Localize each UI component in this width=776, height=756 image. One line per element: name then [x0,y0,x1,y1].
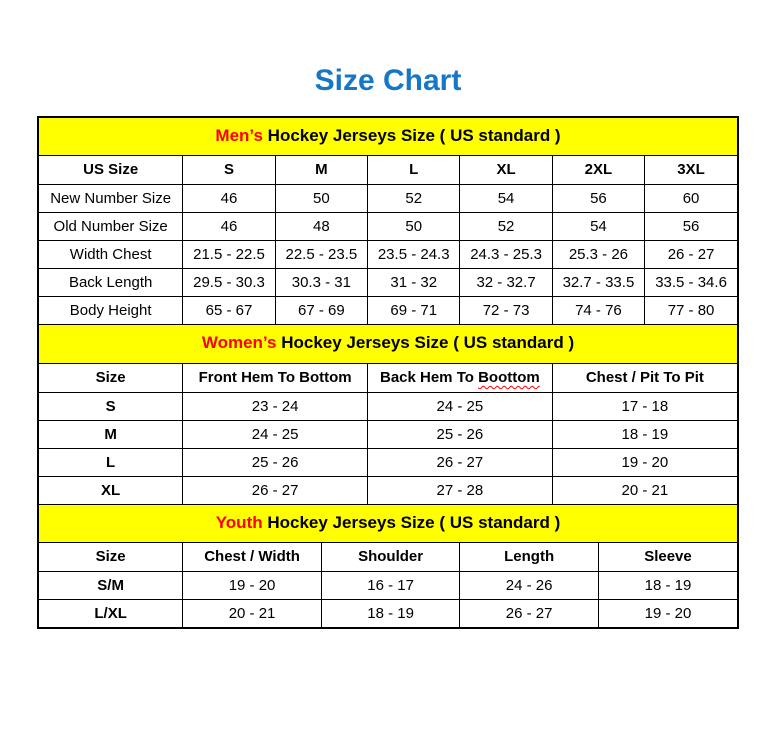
youth-column-header: Chest / Width [183,543,322,572]
mens-banner-text: Hockey Jerseys Size ( US standard ) [262,126,561,145]
mens-table-cell: 21.5 - 22.5 [183,241,275,269]
mens-table-cell: 50 [275,185,367,213]
mens-column-header: S [183,156,275,185]
mens-row-label: Width Chest [39,241,183,269]
womens-table-cell: 23 - 24 [183,392,368,420]
youth-table-cell: 24 - 26 [460,572,599,600]
misspelled-word: Boottom [478,368,540,386]
mens-column-header: 3XL [645,156,737,185]
womens-column-header: Front Hem To Bottom [183,364,368,393]
mens-table-cell: 48 [275,213,367,241]
youth-table-cell: 16 - 17 [321,572,460,600]
youth-table [39,543,737,627]
mens-table-cell: 65 - 67 [183,297,275,325]
youth-table-cell: 18 - 19 [321,600,460,628]
youth-column-header: Sleeve [598,543,737,572]
mens-table-cell: 32.7 - 33.5 [552,269,644,297]
womens-row-label: S [39,392,183,420]
womens-table [39,364,737,505]
womens-row-label: M [39,420,183,448]
womens-column-header: Chest / Pit To Pit [552,364,737,393]
mens-section [39,118,737,325]
mens-table-cell: 46 [183,213,275,241]
youth-table-row [39,600,737,628]
mens-table-cell: 54 [552,213,644,241]
mens-table-cell: 46 [183,185,275,213]
youth-table-cell: 19 - 20 [183,572,322,600]
youth-column-header: Length [460,543,599,572]
womens-table-cell: 25 - 26 [368,420,553,448]
mens-table-cell: 56 [552,185,644,213]
womens-table-cell: 25 - 26 [183,448,368,476]
mens-table-cell: 69 - 71 [368,297,460,325]
mens-table-cell: 52 [460,213,552,241]
mens-table-cell: 32 - 32.7 [460,269,552,297]
womens-table-cell: 20 - 21 [552,476,737,504]
mens-column-header: 2XL [552,156,644,185]
mens-table-cell: 26 - 27 [645,241,737,269]
youth-column-header: Size [39,543,183,572]
mens-section-banner [39,118,737,156]
youth-table-cell: 19 - 20 [644,605,692,623]
mens-banner-highlight: Men’s [215,126,263,145]
youth-table-cell: 20 - 21 [183,600,322,628]
mens-table-cell: 22.5 - 23.5 [275,241,367,269]
mens-table-cell: 24.3 - 25.3 [460,241,552,269]
womens-row-label: L [39,448,183,476]
womens-table-row [39,420,737,448]
mens-row-label: Back Length [39,269,183,297]
womens-header-row [39,364,737,393]
mens-table-row [39,213,737,241]
mens-table [39,156,737,325]
page-title: Size Chart [314,64,462,97]
youth-banner-text: Hockey Jerseys Size ( US standard ) [262,512,561,532]
mens-table-row [39,241,737,269]
youth-banner-highlight: Youth [215,512,263,532]
womens-column-header: Size [39,364,183,393]
womens-banner-text: Hockey Jerseys Size ( US standard ) [276,333,575,353]
mens-table-row [39,269,737,297]
youth-row-label: L/XL [39,600,183,628]
womens-table-cell: 17 - 18 [552,392,737,420]
womens-row-label: XL [39,476,183,504]
mens-row-label: Old Number Size [39,213,183,241]
mens-table-cell: 50 [368,213,460,241]
womens-banner-highlight: Women’s [201,333,277,353]
womens-table-cell: 24 - 25 [368,392,553,420]
mens-table-row [39,297,737,325]
mens-row-label: New Number Size [39,185,183,213]
womens-table-cell: 19 - 20 [552,448,737,476]
mens-table-cell: 52 [368,185,460,213]
mens-table-cell: 25.3 - 26 [552,241,644,269]
youth-row-label: S/M [39,572,183,600]
womens-column-header: Back Hem To Boottom [368,364,553,393]
size-chart [37,116,739,629]
youth-table-row [39,572,737,600]
mens-table-cell: 54 [460,185,552,213]
mens-column-header: XL [460,156,552,185]
mens-column-header: L [368,156,460,185]
mens-table-cell: 31 - 32 [368,269,460,297]
mens-table-cell: 56 [645,213,737,241]
youth-header-row [39,543,737,572]
mens-table-cell: 60 [645,185,737,213]
womens-table-cell: 24 - 25 [183,420,368,448]
mens-table-cell: 67 - 69 [275,297,367,325]
womens-table-row [39,448,737,476]
youth-section [39,505,737,627]
mens-table-cell: 33.5 - 34.6 [645,269,737,297]
mens-table-cell: 77 - 80 [645,297,737,325]
mens-table-row [39,185,737,213]
mens-table-cell: 30.3 - 31 [275,269,367,297]
youth-section-banner [39,505,737,543]
youth-table-cell: 18 - 19 [598,572,737,600]
mens-table-cell: 72 - 73 [460,297,552,325]
womens-table-row [39,392,737,420]
womens-table-cell: 26 - 27 [183,476,368,504]
womens-table-row [39,476,737,504]
mens-column-header: US Size [39,156,183,185]
mens-table-cell: 29.5 - 30.3 [183,269,275,297]
womens-table-cell: 18 - 19 [552,420,737,448]
mens-table-cell: 74 - 76 [552,297,644,325]
mens-header-row [39,156,737,185]
womens-table-cell: 27 - 28 [368,476,553,504]
mens-table-cell: 23.5 - 24.3 [368,241,460,269]
womens-section-banner [39,325,737,363]
youth-table-cell: 26 - 27 [460,600,599,628]
womens-section [39,325,737,504]
mens-row-label: Body Height [39,297,183,325]
womens-table-cell: 26 - 27 [368,448,553,476]
youth-column-header: Shoulder [321,543,460,572]
mens-column-header: M [275,156,367,185]
